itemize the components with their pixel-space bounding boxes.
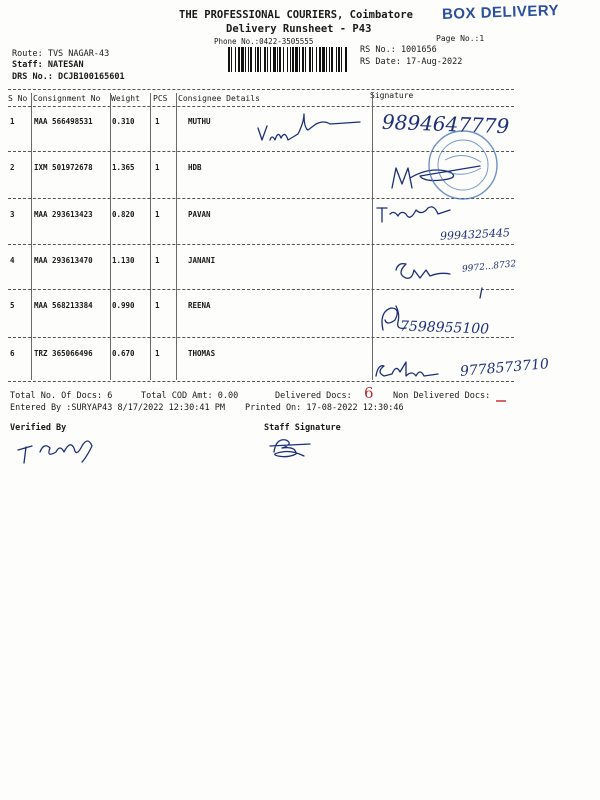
signature-scribble [376, 362, 438, 376]
hand-phone-row6: 9778573710 [459, 356, 550, 380]
delivered-count-handwritten: 6 [364, 384, 374, 402]
hand-phone-row3: 9994325445 [439, 226, 511, 243]
cell-consignment: MAA 568213384 [34, 301, 93, 310]
signature-scribble [377, 207, 450, 222]
cell-sno: 3 [10, 210, 15, 219]
runsheet-title: Delivery Runsheet - P43 [226, 23, 372, 35]
cell-consignment: MAA 293613470 [34, 256, 93, 265]
page-number: Page No.:1 [436, 34, 485, 43]
cell-weight: 0.820 [112, 210, 135, 219]
delivery-seal [429, 131, 497, 199]
cell-pcs: 1 [155, 256, 160, 265]
cell-weight: 0.670 [112, 349, 135, 358]
staff: Staff: NATESAN [12, 60, 84, 70]
col-consignee: Consignee Details [178, 94, 260, 103]
rs-number: RS No.: 1001656 [360, 45, 437, 55]
cell-sno: 6 [10, 349, 15, 358]
signature-scribble [396, 264, 450, 279]
company-name: THE PROFESSIONAL COURIERS, Coimbatore [179, 9, 413, 21]
cell-pcs: 1 [155, 349, 160, 358]
route: Route: TVS NAGAR-43 [12, 49, 110, 59]
total-cod: Total COD Amt: 0.00 [141, 391, 239, 401]
col-weight: Weight [111, 94, 140, 103]
staff-signature-label: Staff Signature [264, 423, 341, 433]
cell-consignment: IXM 501972678 [34, 163, 93, 172]
cell-weight: 0.990 [112, 301, 135, 310]
printed-on: Printed On: 17-08-2022 12:30:46 [245, 403, 404, 413]
cell-weight: 1.130 [112, 256, 135, 265]
cell-pcs: 1 [155, 163, 160, 172]
footer-rule [8, 381, 514, 382]
cell-pcs: 1 [155, 117, 160, 126]
cell-consignee: MUTHU [188, 117, 211, 126]
col-pcs: PCS [153, 94, 168, 103]
staff-signature-scribble [270, 440, 310, 457]
hand-phone-row5: 7598955100 [399, 318, 490, 338]
signature-scribble [258, 114, 360, 140]
delivered-docs: Delivered Docs: [275, 391, 352, 401]
col-signature: Signature [370, 91, 414, 100]
cell-consignee: HDB [188, 163, 202, 172]
entered-by: Entered By :SURYAP43 8/17/2022 12:30:41 PM [10, 403, 225, 413]
hand-phone-row4: 9972...8732 [461, 259, 517, 275]
verified-by-label: Verified By [10, 423, 67, 433]
total-docs: Total No. Of Docs: 6 [10, 391, 113, 401]
col-sno: S No [8, 94, 28, 103]
cell-consignment: MAA 566498531 [34, 117, 93, 126]
cell-pcs: 1 [155, 301, 160, 310]
cell-weight: 0.310 [112, 117, 135, 126]
cell-weight: 1.365 [112, 163, 135, 172]
rs-date: RS Date: 17-Aug-2022 [360, 57, 463, 67]
cell-sno: 2 [10, 163, 15, 172]
cell-consignment: TRZ 365066496 [34, 349, 93, 358]
drs-number: DRS No.: DCJB100165601 [12, 72, 125, 82]
phone-number: Phone No.:0422-3505555 [214, 37, 314, 46]
cell-pcs: 1 [155, 210, 160, 219]
verified-signature [18, 441, 92, 463]
cell-consignment: MAA 293613423 [34, 210, 93, 219]
cell-consignee: REENA [188, 301, 211, 310]
cell-consignee: PAVAN [188, 210, 211, 219]
cell-sno: 4 [10, 256, 15, 265]
cell-consignee: THOMAS [188, 349, 216, 358]
non-delivered-docs: Non Delivered Docs: [393, 391, 491, 401]
col-consignment: Consignment No [33, 94, 101, 103]
hand-phone-row1: 9894647779 [381, 109, 510, 139]
cell-consignee: JANANI [188, 256, 216, 265]
cell-sno: 5 [10, 301, 15, 310]
cell-sno: 1 [10, 117, 15, 126]
box-delivery-stamp: BOX DELIVERY [441, 1, 560, 24]
